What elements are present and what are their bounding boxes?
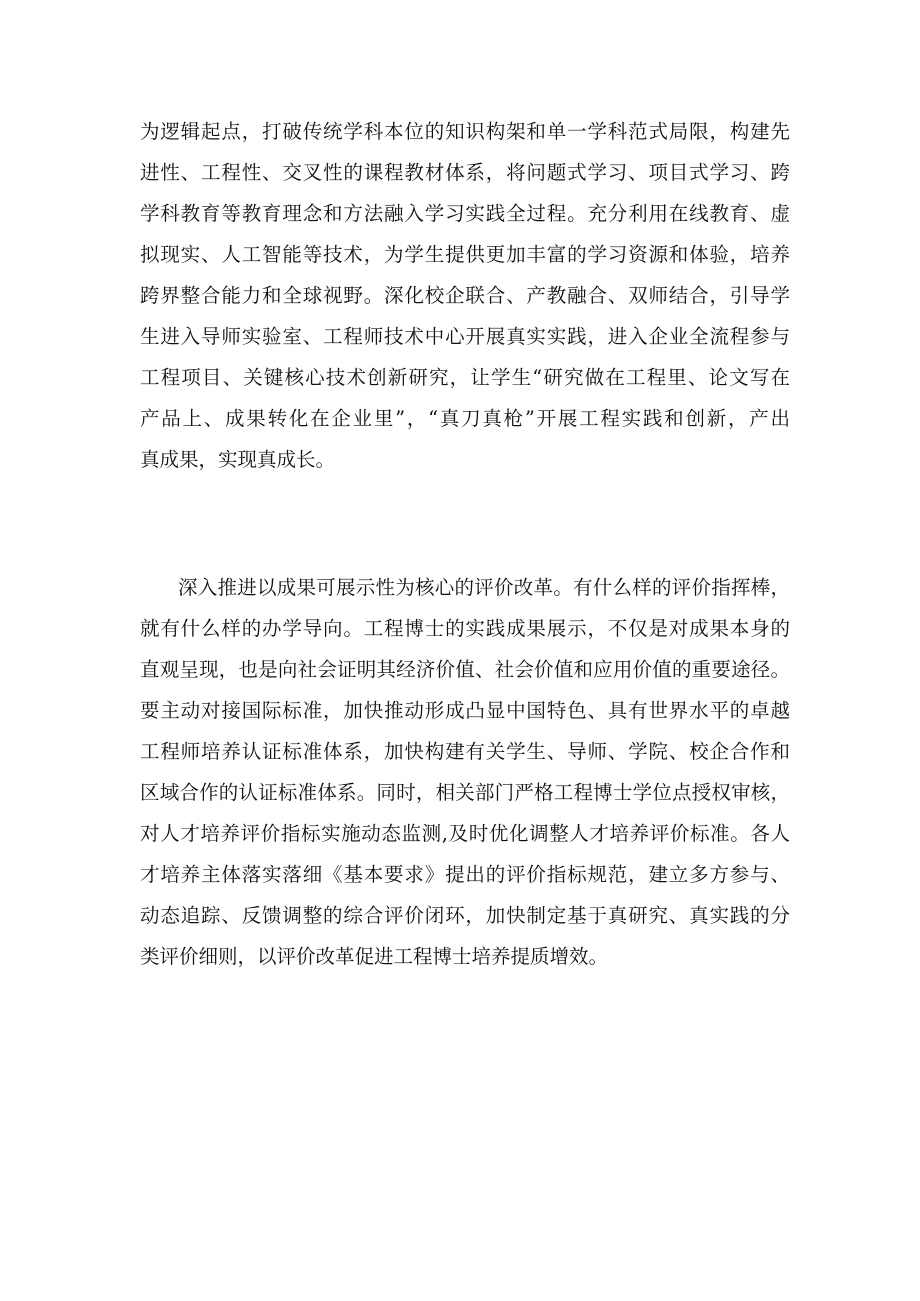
paragraph-line: 深入推进以成果可展示性为核心的评价改革。有什么样的评价指挥棒， [178, 576, 790, 599]
paragraph-line: 进性、工程性、交叉性的课程教材体系，将问题式学习、项目式学习、跨 [140, 161, 790, 184]
paragraph-1 [140, 111, 790, 480]
paragraph-line: 真成果，实现真成长。 [140, 448, 336, 471]
paragraph-line: 区域合作的认证标准体系。同时，相关部门严格工程博士学位点授权审核， [140, 781, 790, 804]
paragraph-line: 学科教育等教育理念和方法融入学习实践全过程。充分利用在线教育、虚 [140, 202, 790, 225]
paragraph-line: 工程师培养认证标准体系，加快构建有关学生、导师、学院、校企合作和 [140, 740, 790, 763]
paragraph-line: 就有什么样的办学导向。工程博士的实践成果展示，不仅是对成果本身的 [140, 617, 790, 640]
paragraph-line: 生进入导师实验室、工程师技术中心开展真实实践，进入企业全流程参与 [140, 325, 790, 348]
paragraph-line: 产品上、成果转化在企业里”，“真刀真枪”开展工程实践和创新，产出 [140, 407, 790, 430]
paragraph-line: 对人才培养评价指标实施动态监测,及时优化调整人才培养评价标准。各人 [140, 822, 790, 845]
paragraph-line: 动态追踪、反馈调整的综合评价闭环，加快制定基于真研究、真实践的分 [140, 904, 790, 927]
paragraph-line: 工程项目、关键核心技术创新研究，让学生“研究做在工程里、论文写在 [140, 366, 790, 389]
paragraph-line: 直观呈现，也是向社会证明其经济价值、社会价值和应用价值的重要途径。 [140, 658, 790, 681]
paragraph-line: 拟现实、人工智能等技术，为学生提供更加丰富的学习资源和体验，培养 [140, 243, 790, 266]
paragraph-line: 才培养主体落实落细《基本要求》提出的评价指标规范，建立多方参与、 [140, 863, 790, 886]
paragraph-2 [140, 567, 790, 977]
paragraph-line: 要主动对接国际标准，加快推动形成凸显中国特色、具有世界水平的卓越 [140, 699, 790, 722]
paragraph-line: 为逻辑起点，打破传统学科本位的知识构架和单一学科范式局限，构建先 [140, 120, 790, 143]
paragraph-line: 跨界整合能力和全球视野。深化校企联合、产教融合、双师结合，引导学 [140, 284, 790, 307]
paragraph-line: 类评价细则，以评价改革促进工程博士培养提质增效。 [140, 945, 609, 968]
